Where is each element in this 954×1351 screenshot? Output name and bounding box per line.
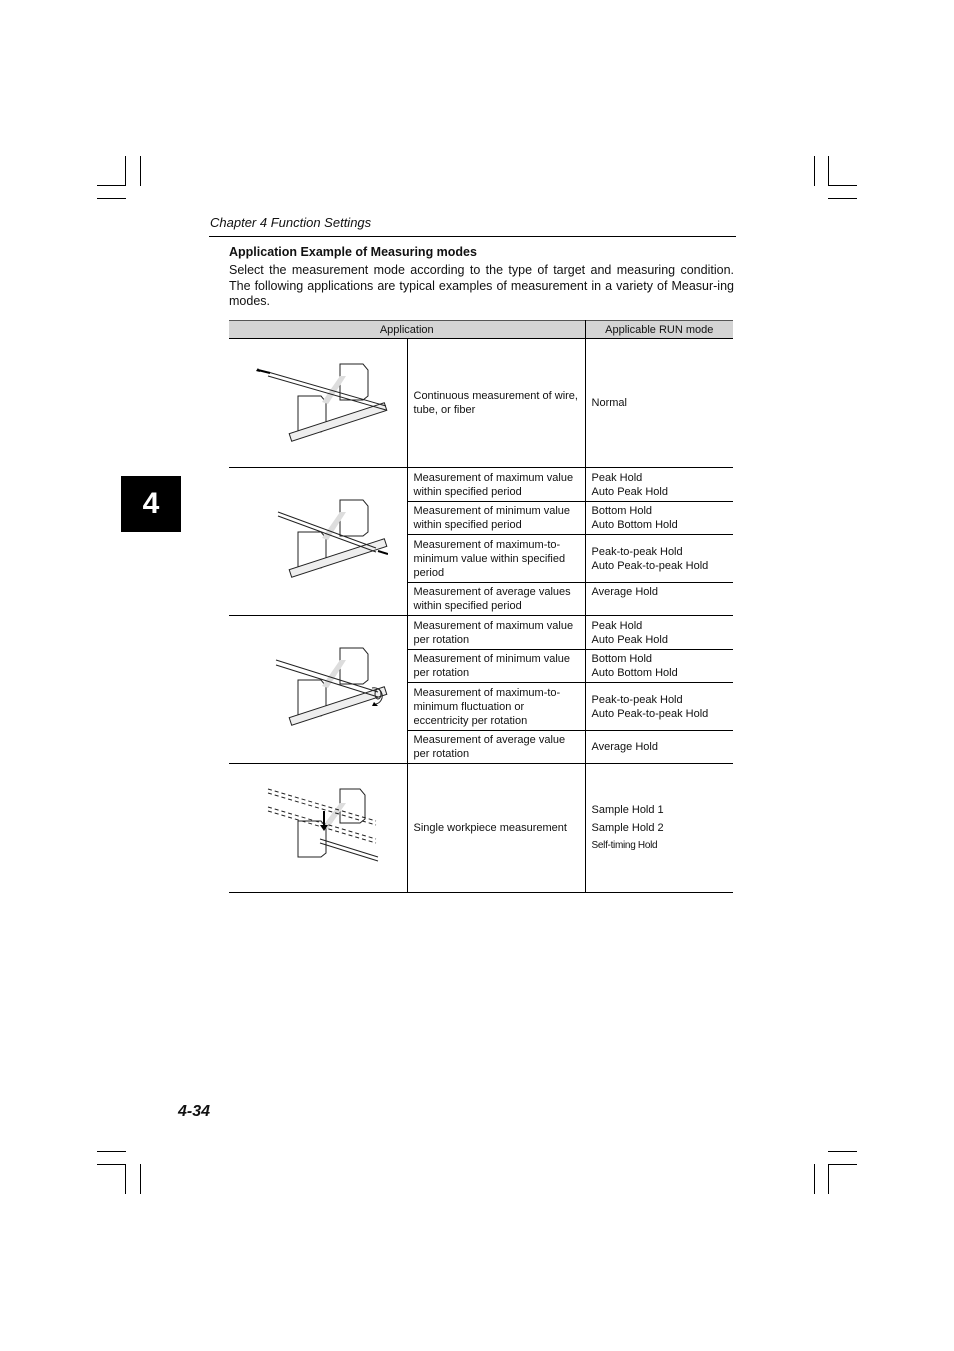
crop-mark [125, 156, 126, 186]
column-header-application: Application [229, 321, 585, 339]
chapter-header: Chapter 4 Function Settings [210, 215, 372, 230]
run-mode: Self-timing Hold [591, 840, 658, 851]
figure-cell [229, 616, 407, 764]
mode-cell [585, 583, 733, 616]
figure-cell [229, 764, 407, 893]
mode-cell [585, 616, 733, 650]
run-mode: Peak-to-peak Hold [591, 545, 683, 558]
table-header-row [229, 321, 733, 339]
crop-mark [828, 1151, 857, 1152]
crop-mark [814, 156, 815, 186]
run-mode: Auto Peak-to-peak Hold [591, 559, 709, 572]
run-mode: Average Hold [591, 741, 658, 753]
run-mode: Average Hold [591, 586, 658, 598]
mode-cell [585, 468, 733, 502]
crop-mark [828, 198, 857, 199]
intro-paragraph: Select the measurement mode according to the type of target and measuring condition. The following applications are typical examples of measurement in a variety of Measur-ing modes. [229, 263, 734, 308]
application-cell: Continuous measurement of wire, tube, or fiber [407, 339, 585, 468]
figure-cell [229, 339, 407, 468]
application-cell: Measurement of maximum value per rotation [407, 616, 585, 650]
sensor-rotating-shaft-illustration [248, 642, 388, 737]
run-mode: Bottom Hold [591, 653, 653, 665]
run-mode: Bottom Hold [591, 505, 653, 517]
crop-mark [814, 1164, 815, 1194]
application-cell: Single workpiece measurement [407, 764, 585, 893]
application-cell: Measurement of maximum-to-minimum fluctuation or eccentricity per rotation [407, 683, 585, 731]
mode-cell [585, 339, 733, 468]
column-header-mode: Applicable RUN mode [585, 321, 733, 339]
crop-mark [97, 185, 126, 186]
application-cell: Measurement of minimum value per rotation [407, 650, 585, 683]
figure-cell [229, 468, 407, 616]
run-mode: Auto Peak Hold [591, 633, 668, 646]
mode-cell [585, 731, 733, 764]
application-table [229, 320, 733, 893]
run-mode: Normal [591, 397, 627, 409]
run-mode: Auto Peak Hold [591, 485, 668, 498]
header-rule [209, 236, 736, 237]
crop-mark [97, 1164, 126, 1165]
application-cell: Measurement of maximum value within specified period [407, 468, 585, 502]
table-row [229, 468, 733, 502]
crop-mark [140, 1164, 141, 1194]
crop-mark [828, 1164, 857, 1165]
mode-cell [585, 650, 733, 683]
page-number: 4-34 [178, 1103, 211, 1120]
application-cell: Measurement of minimum value within specified period [407, 502, 585, 535]
crop-mark [97, 198, 126, 199]
chapter-tab: 4 [121, 476, 181, 532]
run-mode: Peak Hold [591, 471, 643, 484]
crop-mark [828, 185, 857, 186]
run-mode: Auto Bottom Hold [591, 519, 678, 531]
run-mode: Peak Hold [591, 619, 643, 632]
sensor-rod-axial-motion-illustration [248, 494, 388, 589]
run-mode: Sample Hold 1 [591, 804, 664, 816]
application-cell: Measurement of average values within specified period [407, 583, 585, 616]
table-row [229, 616, 733, 650]
crop-mark [140, 156, 141, 186]
crop-mark [828, 156, 829, 186]
crop-mark [125, 1164, 126, 1194]
mode-cell [585, 502, 733, 535]
mode-cell [585, 764, 733, 893]
sensor-wire-lateral-motion-illustration [248, 358, 388, 448]
mode-cell [585, 535, 733, 583]
sensor-single-workpiece-illustration [248, 781, 388, 876]
run-mode: Auto Bottom Hold [591, 667, 678, 679]
crop-mark [828, 1164, 829, 1194]
run-mode: Sample Hold 2 [591, 822, 664, 834]
run-mode: Auto Peak-to-peak Hold [591, 707, 709, 720]
table-row [229, 339, 733, 468]
section-title: Application Example of Measuring modes [229, 245, 477, 259]
crop-mark [97, 1151, 126, 1152]
table-row [229, 764, 733, 893]
run-mode: Peak-to-peak Hold [591, 693, 683, 706]
application-cell: Measurement of average value per rotation [407, 731, 585, 764]
mode-cell [585, 683, 733, 731]
application-cell: Measurement of maximum-to-minimum value within specified period [407, 535, 585, 583]
